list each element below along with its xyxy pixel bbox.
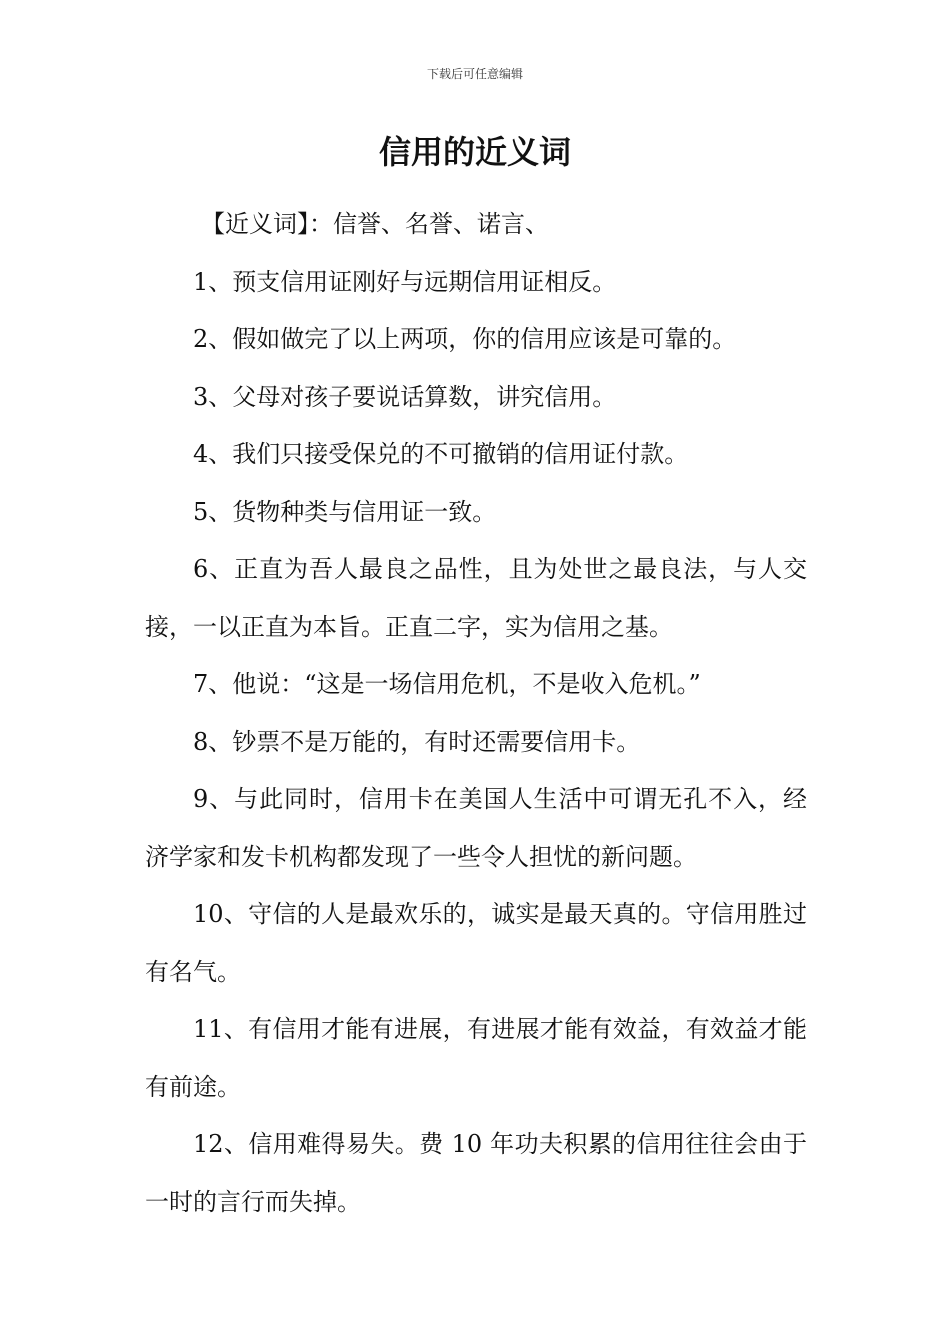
example-sentence-9: 9、与此同时，信用卡在美国人生活中可谓无孔不入，经济学家和发卡机构都发现了一些令人担忧的新问题。 [145, 785, 807, 871]
synonyms-paragraph: 【近义词】：信誉、名誉、诺言、 [201, 210, 549, 238]
example-sentence-6: 6、正直为吾人最良之品性，且为处世之最良法，与人交接，一以正直为本旨。正直二字，实为信用之基。 [145, 555, 807, 641]
example-sentence-8: 8、钞票不是万能的，有时还需要信用卡。 [193, 727, 641, 756]
example-sentence-4: 4、我们只接受保兑的不可撤销的信用证付款。 [193, 440, 689, 468]
example-sentence-1: 1、预支信用证刚好与远期信用证相反。 [193, 267, 617, 296]
example-sentence-5: 5、货物种类与信用证一致。 [193, 497, 497, 526]
example-sentence-12: 12、信用难得易失。费 10 年功夫积累的信用往往会由于一时的言行而失掉。 [145, 1130, 807, 1216]
header-note: 下载后可任意编辑 [426, 67, 523, 81]
example-sentence-3: 3、父母对孩子要说话算数，讲究信用。 [193, 382, 617, 411]
document-title: 信用的近义词 [378, 133, 571, 171]
example-sentence-11: 11、有信用才能有进展，有进展才能有效益，有效益才能有前途。 [145, 1015, 807, 1101]
example-sentence-2: 2、假如做完了以上两项，你的信用应该是可靠的。 [193, 325, 737, 353]
example-sentence-10: 10、守信的人是最欢乐的，诚实是最天真的。守信用胜过有名气。 [145, 900, 807, 986]
example-sentence-7: 7、他说：“这是一场信用危机，不是收入危机。” [193, 670, 701, 698]
document-body [145, 196, 807, 1231]
